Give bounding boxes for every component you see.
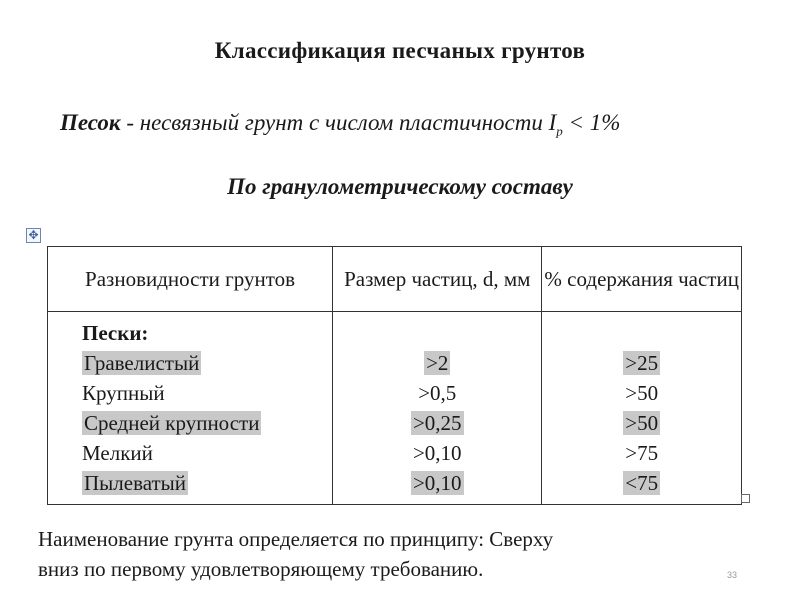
particle-percent: >25 bbox=[625, 351, 659, 375]
resize-square-icon[interactable] bbox=[741, 494, 750, 503]
table-row bbox=[542, 438, 741, 468]
particle-size: >0,10 bbox=[412, 441, 462, 465]
particle-size-column bbox=[333, 312, 542, 505]
move-arrows-icon[interactable]: ✥ bbox=[26, 228, 41, 243]
footer-note bbox=[38, 524, 553, 584]
soil-name: Крупный bbox=[82, 381, 165, 405]
table-row bbox=[48, 378, 332, 408]
table-row bbox=[542, 378, 741, 408]
definition-term: Песок bbox=[60, 110, 121, 135]
soil-name: Мелкий bbox=[82, 441, 153, 465]
header-particle-size: Размер частиц, d, мм bbox=[333, 247, 542, 312]
definition-subscript: p bbox=[556, 123, 563, 139]
particle-size: >0,25 bbox=[412, 411, 462, 435]
soil-classification-table bbox=[47, 246, 742, 505]
table-row bbox=[333, 408, 541, 438]
particle-size: >0,10 bbox=[412, 471, 462, 495]
table-header-row bbox=[48, 247, 742, 312]
soil-name: Средней крупности bbox=[84, 411, 260, 435]
particle-percent: <75 bbox=[625, 471, 659, 495]
table-row bbox=[542, 348, 741, 378]
soil-name: Пылеватый bbox=[84, 471, 187, 495]
soil-name: Гравелистый bbox=[84, 351, 200, 375]
table-row bbox=[333, 378, 541, 408]
table-row bbox=[48, 348, 332, 378]
table-row bbox=[333, 468, 541, 498]
particle-percent-column bbox=[542, 312, 742, 505]
page-title: Классификация песчаных грунтов bbox=[214, 38, 586, 63]
table-row bbox=[48, 468, 332, 498]
page-number: 33 bbox=[727, 570, 738, 580]
table-row bbox=[48, 438, 332, 468]
footer-line: вниз по первому удовлетворяющему требованию. bbox=[38, 557, 484, 581]
definition-dash: - bbox=[120, 110, 140, 135]
table-body-row bbox=[48, 312, 742, 505]
table-row bbox=[542, 468, 741, 498]
section-subtitle: По гранулометрическому составу bbox=[227, 174, 573, 199]
table-row bbox=[333, 348, 541, 378]
soil-types-column bbox=[48, 312, 333, 505]
group-label: Пески: bbox=[82, 321, 149, 345]
particle-size: >2 bbox=[426, 351, 449, 375]
sand-definition bbox=[60, 110, 620, 140]
table-row bbox=[333, 438, 541, 468]
table-row bbox=[542, 408, 741, 438]
particle-percent: >75 bbox=[625, 441, 659, 465]
particle-percent: >50 bbox=[625, 381, 659, 405]
table-row bbox=[48, 408, 332, 438]
particle-percent: >50 bbox=[625, 411, 659, 435]
definition-condition: < 1% bbox=[562, 110, 621, 135]
header-soil-types: Разновидности грунтов bbox=[48, 247, 333, 312]
footer-line: Наименование грунта определяется по принципу: Сверху bbox=[38, 527, 554, 551]
definition-text: несвязный грунт с числом пластичности I bbox=[139, 110, 557, 135]
header-particle-percent: % содержания частиц bbox=[542, 247, 742, 312]
particle-size: >0,5 bbox=[418, 381, 457, 405]
